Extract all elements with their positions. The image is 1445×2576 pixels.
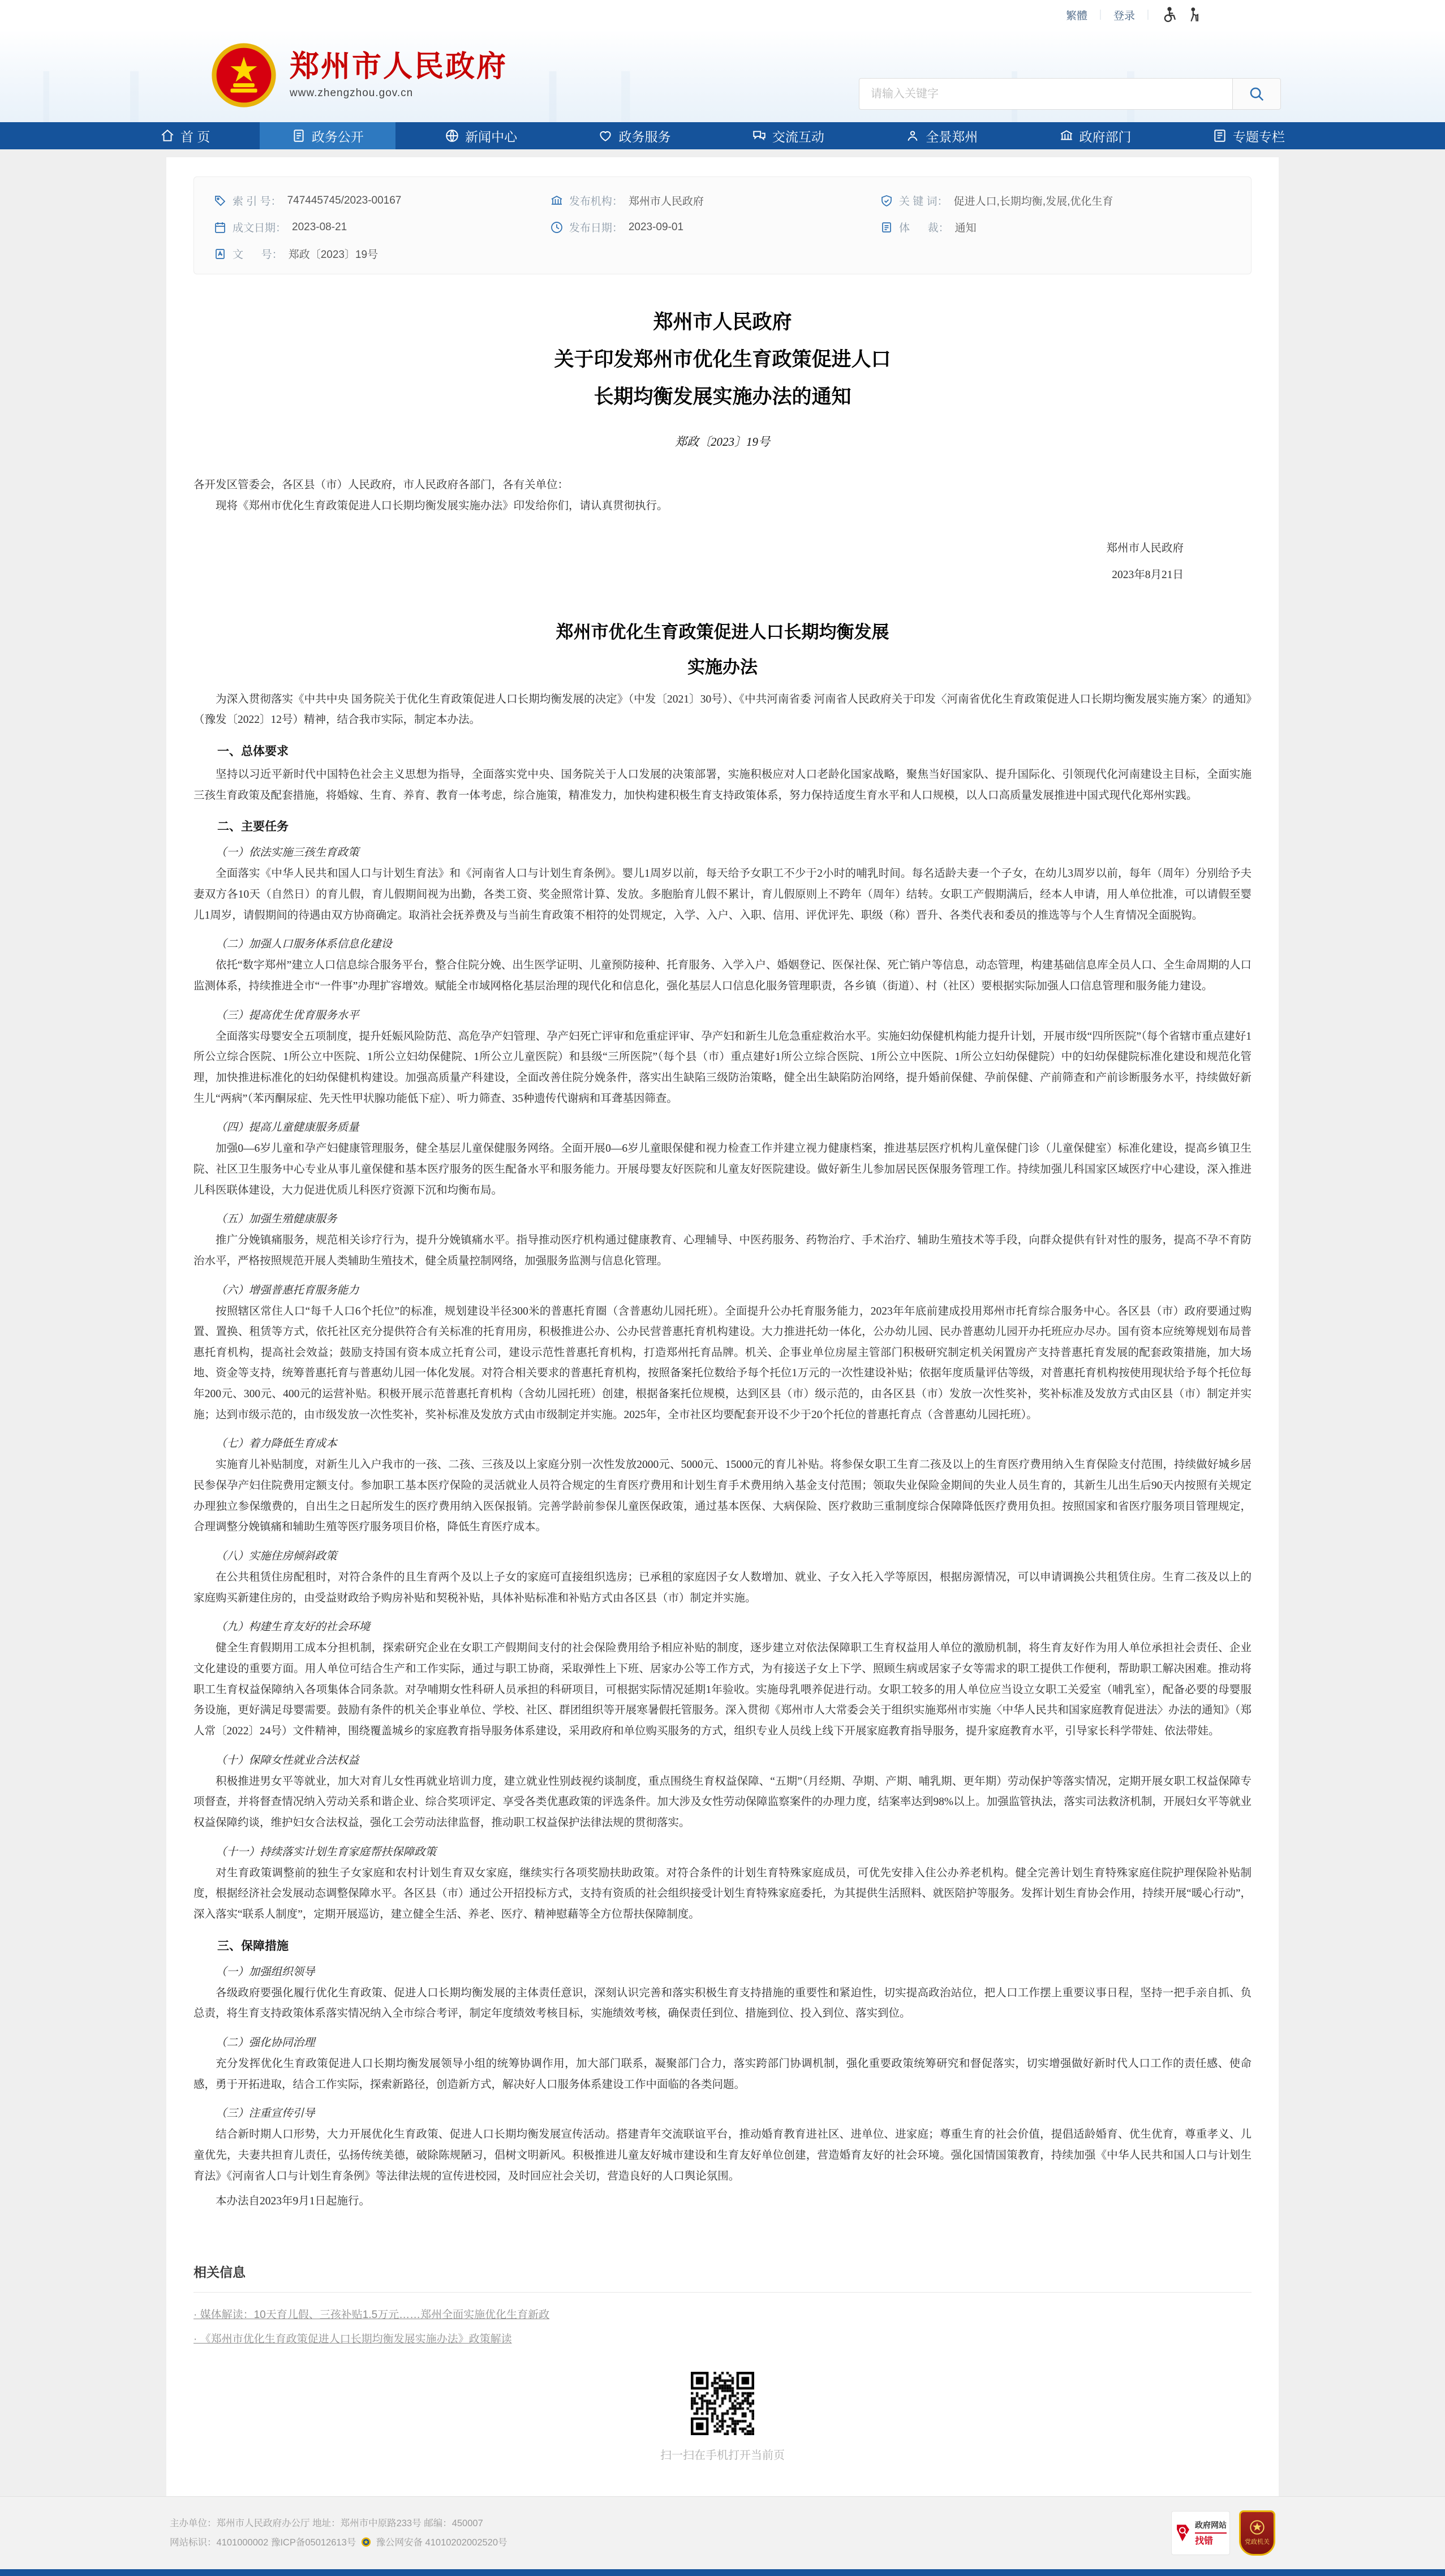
nav-item-1[interactable]: 首 页: [128, 122, 242, 149]
sheet-icon: [880, 221, 893, 234]
body-paragraph: 本办法自2023年9月1日起施行。: [216, 2195, 371, 2208]
login-link[interactable]: 登录: [1113, 10, 1135, 22]
home-icon: [160, 128, 175, 143]
meta-value: 郑州市人民政府: [628, 196, 704, 208]
divider: [193, 2292, 1252, 2293]
nav-item-4[interactable]: 政务服务: [566, 122, 702, 149]
search-button[interactable]: [1232, 78, 1281, 110]
body-paragraph: 推广分娩镇痛服务，规范相关诊疗行为，提升分娩镇痛水平。指导推动医疗机构通过健康教育、心理辅导、中医药服务、药物治疗、手术治疗、辅助生殖技术等手段，向群众提供有针对性的服务，提高不孕不育防治水平，严格按照规范开展人类辅助生殖技术，健全质量控制网络，加强服务监测与信息化管理。: [193, 1234, 1252, 1267]
nav-item-8[interactable]: 专题专栏: [1181, 122, 1317, 149]
meta-value: 通知: [954, 222, 977, 234]
meta-label: 体 裁：: [898, 222, 949, 234]
calendar-icon: [213, 221, 227, 234]
meta-label: 索 引 号：: [233, 196, 282, 208]
qr-area: [193, 2372, 1252, 2462]
search-input[interactable]: [859, 78, 1232, 110]
divider: ｜: [1095, 10, 1106, 21]
pano-icon: [905, 128, 920, 143]
meta-label: 关 键 词：: [898, 196, 948, 208]
related-link-1[interactable]: · 媒体解读：10天育儿假、三孩补贴1.5万元……郑州全面实施优化生育新政: [193, 2308, 550, 2321]
meta-field: [213, 246, 550, 261]
docnum-icon: [213, 247, 227, 261]
nav-item-7[interactable]: 政府部门: [1027, 122, 1163, 149]
main-nav: [0, 122, 1445, 149]
police-badge-icon: [361, 2535, 371, 2555]
site-logo[interactable]: [210, 42, 508, 109]
title-line: 关于印发郑州市优化生育政策促进人口: [554, 348, 891, 371]
body-paragraph: 各级政府要强化履行优化生育政策、促进人口长期均衡发展的主体责任意识，深刻认识完善和落实积极生育支持措施的重要性和紧迫性，切实提高政治站位，把人口工作摆上重要议事日程，坚持一把手亲自抓、负总责，将生育支持政策体系落实情况纳入全市综合考评，制定年度绩效考核目标，实施绩效考核，确保责任到位、措施到位、投入到位、落实到位。: [193, 1987, 1252, 2020]
body-paragraph: 按照辖区常住人口“每千人口6个托位”的标准，规划建设半径300米的普惠托育圈（含普惠幼儿园托班）。全面提升公办托育服务能力，2023年年底前建成投用郑州市托育综合服务中心。各区县（市）政府要通过购置、置换、租赁等方式，依托社区充分提供符合有关标准的托育用房，积极推进公办、公办民营普惠托育机构建设。大力推进托幼一体化，公办幼儿园、民办普惠幼儿园开办托班应办尽办。国有资本应统筹规划布局普惠托育机构，提高社会效益；鼓励支持国有资本成立托育公司，建设示范性普惠托育机构，打造郑州托育品牌。机关、企事业单位房屋主管部门积极研究制定机关闲置房产支持普惠托育发展的配套政策措施，加大场地、资金等支持，统筹普惠托育与普惠幼儿园一体化发展。对符合相关要求的普惠托育机构，按照备案托位数给予每个托位1万元的一次性建设补贴；依据年度质量评估等级，对普惠托育机构按使用现状给予每个托位每年200元、300元、400元的运营补贴。积极开展示范普惠托育机构（含幼儿园托班）创建，根据备案托位规模，达到区县（市）级示范的，由各区县（市）发放一次性奖补，奖补标准及发放方式由区县（市）制定并实施；达到市级示范的，由市级发放一次性奖补，奖补标准及发放方式由市级制定并实施。2025年，全市社区均要配套开设不少于20个托位的普惠托育点（含普惠幼儿园托班）。: [193, 1305, 1252, 1421]
sub-heading: （六）增强普惠托育服务能力: [216, 1284, 359, 1296]
body-paragraph: 全面落实母婴安全五项制度，提升妊娠风险防范、高危孕产妇管理、孕产妇死亡评审和危重症评审、孕产妇和新生儿危急重症救治水平。实施妇幼保健机构能力提升计划，开展市级“四所医院”（每个省辖市重点建好1所公立综合医院、1所公立中医院、1所公立妇幼保健院、1所公立儿童医院）和县级“三所医院”（每个县（市）重点建好1所公立综合医院、1所公立中医院、1所公立妇幼保健院）中的妇幼保健院标准化建设和规范化管理，加快推进标准化的妇幼保健机构建设。加强高质量产科建设，全面改善住院分娩条件，落实出生缺陷三级防治策略，健全出生缺陷防治网络，提升婚前保健、孕前保健、产前筛查和产前诊断服务水平，持续做好新生儿“两病”（苯丙酮尿症、先天性甲状腺功能低下症）、听力筛查、35种遗传代谢病和耳聋基因筛查。: [193, 1030, 1252, 1105]
party-gov-org-badge[interactable]: [1239, 2510, 1275, 2556]
footer-id-line: 网站标识：4101000002 豫ICP备05012613号: [170, 2538, 356, 2548]
footer-security-record: 豫公网安备 41010202002520号: [376, 2538, 508, 2548]
sub-heading: （三）注重宣传引导: [216, 2108, 315, 2120]
sub-heading: （八）实施住房倾斜政策: [216, 1550, 337, 1563]
err-badge-action: 找错: [1195, 2532, 1227, 2547]
body-paragraph: 为深入贯彻落实《中共中央 国务院关于优化生育政策促进人口长期均衡发展的决定》（中发〔2021〕30号）、《中共河南省委 河南省人民政府关于印发〈河南省优化生育政策促进人口长期均衡发展实施方案〉的通知》（豫发〔2022〕12号）精神，结合我市实际，制定本办法。: [193, 693, 1252, 726]
nav-item-2[interactable]: 政务公开: [260, 122, 395, 149]
meta-value: 郑政〔2023〕19号: [288, 249, 379, 261]
section-heading: 三、保障措施: [217, 1939, 289, 1953]
error-finder-icon: [1175, 2523, 1192, 2543]
sub-heading: （七）着力降低生育成本: [216, 1438, 337, 1450]
document-number: 郑政〔2023〕19号: [675, 435, 770, 449]
document-subtitle: [193, 615, 1252, 685]
bottom-accent-bar: [0, 2569, 1445, 2576]
sub-heading: （十一）持续落实计划生育家庭帮扶保障政策: [216, 1846, 437, 1858]
sign-date: 2023年8月21日: [1112, 568, 1184, 581]
sub-heading: （二）强化协同治理: [216, 2036, 315, 2049]
related-link-2[interactable]: · 《郑州市优化生育政策促进人口长期均衡发展实施办法》政策解读: [193, 2333, 512, 2345]
chat-icon: [752, 128, 767, 143]
meta-value: 促进人口,长期均衡,发展,优化生育: [953, 196, 1113, 208]
national-emblem-icon: [210, 42, 277, 109]
wheelchair-accessibility-icon[interactable]: [1161, 6, 1178, 23]
nav-item-3[interactable]: 新闻中心: [413, 122, 549, 149]
meta-field: [550, 193, 880, 208]
sub-heading: （五）加强生殖健康服务: [216, 1213, 337, 1226]
section-heading: 二、主要任务: [217, 820, 289, 834]
nav-item-6[interactable]: 全景郑州: [874, 122, 1009, 149]
gov-site-error-report-badge[interactable]: [1171, 2511, 1230, 2555]
title-line: 郑州市人民政府: [653, 311, 792, 333]
body-paragraph: 依托“数字郑州”建立人口信息综合服务平台，整合住院分娩、出生医学证明、儿童预防接种、托育服务、入学入户、婚姻登记、医保社保、死亡销户等信息，动态管理，构建基础信息库全员人口、全生命周期的人口监测体系，持续推进全市“一件事”办理扩容增效。赋能全市域网格化基层治理的现代化和信息化，强化基层人口信息化服务管理职责，各乡镇（街道）、村（社区）要根据实际加强人口信息管理和服务能力建设。: [193, 959, 1252, 992]
shield-badge-label: 党政机关: [1245, 2538, 1270, 2545]
site-footer: [0, 2496, 1445, 2569]
signature-block: [193, 536, 1252, 589]
meta-field: [550, 219, 880, 235]
document-body: [193, 475, 1252, 2212]
topic-icon: [1212, 128, 1227, 143]
party-emblem-icon: [1250, 2520, 1265, 2535]
meta-value: 2023-08-21: [292, 221, 347, 233]
sub-heading: （三）提高优生优育服务水平: [216, 1009, 359, 1022]
subtitle-line: 郑州市优化生育政策促进人口长期均衡发展: [556, 622, 889, 642]
content-background: [0, 149, 1445, 2496]
body-paragraph: 实施育儿补贴制度，对新生儿入户我市的一孩、二孩、三孩及以上家庭分别一次性发放2000元、5000元、15000元的育儿补贴。将参保女职工生育二孩及以上的生育医疗费用纳入生育保险支付范围，持续做好城乡居民参保孕产妇住院费用定额支付。参加职工基本医疗保险的灵活就业人员符合规定的生育医疗费用和计划生育手术费用纳入基金支付范围；领取失业保险金期间的失业人员生育的，其新生儿出生后90天内按照有关规定办理独立参保缴费的，自出生之日起所发生的医疗费用纳入医保报销。完善学龄前参保儿童医保政策，通过基本医保、大病保险、医疗救助三重制度综合保障降低医疗费用负担。按照国家和省医疗服务项目管理规定，合理调整分娩镇痛和辅助生殖等医疗服务项目价格，降低生育医疗成本。: [193, 1459, 1252, 1533]
related-info-title: 相关信息: [193, 2264, 246, 2280]
subtitle-line: 实施办法: [687, 657, 758, 677]
body-paragraph: 加强0—6岁儿童和孕产妇健康管理服务，健全基层儿童保健服务网络。全面开展0—6岁儿童眼保健和视力检查工作并建立视力健康档案，推进基层医疗机构儿童保健门诊（儿童保健室）标准化建设，提高乡镇卫生院、社区卫生服务中心专业从事儿童保健和基本医疗服务的医生配备水平和服务能力。开展母婴友好医院和儿童友好医院建设。做好新生儿参加居民医保服务管理工作。持续加强儿科国家区域医疗中心建设，深入推进儿科医联体建设，大力促进优质儿科医疗资源下沉和均衡布局。: [193, 1143, 1252, 1196]
title-line: 长期均衡发展实施办法的通知: [594, 386, 851, 408]
footer-badges: [1171, 2510, 1275, 2556]
body-paragraph: 坚持以习近平新时代中国特色社会主义思想为指导，全面落实党中央、国务院关于人口发展的决策部署，实施积极应对人口老龄化国家战略，聚焦当好国家队、提升国际化、引领现代化河南建设主目标，全面实施三孩生育政策及配套措施，将婚嫁、生育、养育、教育一体考虑，综合施策，精准发力，加快构建积极生育支持政策体系，努力保持适度生育水平和人口规模，以人口高质量发展推进中国式现代化郑州实践。: [193, 769, 1252, 802]
bank-icon: [1059, 128, 1074, 143]
meta-field: [213, 193, 550, 208]
topbar: [0, 0, 1445, 29]
shield-icon: [880, 194, 893, 208]
meta-field: [880, 219, 1232, 235]
body-paragraph: 积极推进男女平等就业，加大对育儿女性再就业培训力度，建立就业性别歧视约谈制度，重点围绕生育权益保障、“五期”（月经期、孕期、产期、哺乳期、更年期）劳动保护等落实情况，定期开展女职工权益保障专项督查，并将督查情况纳入劳动关系和谐企业、综合奖项评定、享受各类优惠政策的评选条件。加大涉及女性劳动保障监察案件的办理力度，结案率达到98%以上。加强监管执法，落实司法救济机制，开展妇女平等就业权益保障约谈，维护妇女合法权益，强化工会劳动法律监督，推动职工权益保护法律法规的贯彻落实。: [193, 1775, 1252, 1829]
body-paragraph: 健全生育假期用工成本分担机制，探索研究企业在女职工产假期间支付的社会保险费用给予相应补贴的制度，逐步建立对依法保障职工生育权益用人单位的激励机制，将生育友好作为用人单位承担社会责任、企业文化建设的重要方面。用人单位可结合生产和工作实际，通过与职工协商，采取弹性上下班、居家办公等工作方式，为有接送子女上下学、照顾生病或居家子女等需求的职工提供工作便利，帮助职工解决困难。推动将职工生育权益保障纳入各项集体合同条款。对孕哺期女性科研人员承担的科研项目，可根据实际情况延期1年验收。实施母乳喂养促进行动。女职工较多的用人单位应当设立女职工关爱室（哺乳室），配备必要的母婴服务设施，更好满足母婴需要。鼓励有条件的机关企事业单位、学校、社区、群团组织等开展寒暑假托管服务。深入贯彻《郑州市人大常委会关于组织实施郑州市实施〈中华人民共和国家庭教育促进法〉办法的通知》（郑人常〔2022〕24号）文件精神，围绕覆盖城乡的家庭教育指导服务体系建设，采用政府和单位购买服务的方式，组织专业人员线上线下开展家庭教育指导服务，提升家庭教育水平，引导家长科学带娃、依法带娃。: [193, 1642, 1252, 1737]
signer: 郑州市人民政府: [1106, 542, 1184, 555]
doc-icon: [291, 128, 306, 143]
qr-caption: 扫一扫在手机打开当前页: [660, 2449, 785, 2462]
divider: ｜: [1143, 10, 1153, 21]
body-paragraph: 全面落实《中华人民共和国人口与计划生育法》和《河南省人口与计划生育条例》。婴儿1周岁以前，每天给予女职工不少于2小时的哺乳时间。每名适龄夫妻一个子女，在幼儿3周岁以前，每年（周年）分别给予夫妻双方各10天（自然日）的育儿假，育儿假期间视为出勤，各类工资、奖金照常计算、发放。多胞胎育儿假不累计，育儿假原则上不跨年（周年）结转。女职工产假期满后，经本人申请，用人单位批准，可以请假至婴儿1周岁，请假期间的待遇由双方协商确定。取消社会抚养费及与当前生育政策不相符的处罚规定，入学、入户、入职、信用、评优评先、职级（称）晋升、各类代表和委员的推选等与个人生育情况全面脱钩。: [193, 868, 1252, 921]
sub-heading: （十）保障女性就业合法权益: [216, 1754, 359, 1767]
news-icon: [445, 128, 459, 143]
footer-host-line: 主办单位：郑州市人民政府办公厅 地址：郑州市中原路233号 邮编：450007: [170, 2518, 483, 2528]
body-paragraph: 充分发挥优化生育政策促进人口长期均衡发展领导小组的统筹协调作用，加大部门联系，凝聚部门合力，落实跨部门协调机制，强化重要政策统筹研究和督促落实，切实增强做好新时代人口工作的责任感、使命感，勇于开拓进取，结合工作实际，探索新路径，创造新方式，解决好人口服务体系建设工作中面临的各类问题。: [193, 2057, 1252, 2091]
search-bar: [859, 78, 1281, 110]
sub-heading: （四）提高儿童健康服务质量: [216, 1122, 359, 1134]
err-badge-title: 政府网站: [1195, 2520, 1227, 2530]
salutation: 各开发区管委会，各区县（市）人民政府，市人民政府各部门，各有关单位：: [193, 479, 569, 491]
document-card: [166, 157, 1279, 2496]
sub-heading: （一）依法实施三孩生育政策: [216, 847, 359, 859]
meta-value: 747445745/2023-00167: [287, 194, 402, 206]
document-meta-box: [193, 176, 1252, 274]
heart-icon: [598, 128, 613, 143]
elderly-mode-icon[interactable]: [1186, 6, 1202, 23]
traditional-chinese-link[interactable]: 繁體: [1065, 10, 1087, 22]
site-header: [0, 29, 1445, 122]
meta-label: 文 号：: [233, 249, 283, 261]
meta-label: 发布日期：: [569, 222, 623, 234]
tag-icon: [213, 194, 227, 208]
meta-label: 成文日期：: [233, 222, 287, 234]
nav-item-5[interactable]: 交流互动: [720, 122, 856, 149]
section-heading: 一、总体要求: [217, 745, 289, 758]
sub-heading: （一）加强组织领导: [216, 1966, 315, 1978]
clock-icon: [550, 221, 564, 234]
search-icon: [1248, 85, 1265, 102]
meta-field: [213, 219, 550, 235]
sub-heading: （九）构建生育友好的社会环境: [216, 1621, 371, 1634]
body-paragraph: 在公共租赁住房配租时，对符合条件的且生育两个及以上子女的家庭可直接组织选房；已承租的家庭因子女人数增加、就业、子女入托入学等原因，根据房源情况，可以申请调换公共租赁住房。生育二孩及以上的家庭购买新建住房的，由受益财政给予购房补贴和契税补贴，具体补贴标准和补贴方式由各区县（市）制定并实施。: [193, 1571, 1252, 1604]
intro-paragraph: 现将《郑州市优化生育政策促进人口长期均衡发展实施办法》印发给你们，请认真贯彻执行。: [216, 500, 668, 512]
meta-label: 发布机构：: [569, 196, 623, 208]
site-url: www.zhengzhou.gov.cn: [290, 87, 414, 99]
related-info-section: [193, 2262, 1252, 2346]
meta-field: [880, 193, 1232, 208]
body-paragraph: 对生育政策调整前的独生子女家庭和农村计划生育双女家庭，继续实行各项奖励扶助政策。对符合条件的计划生育特殊家庭成员，可优先安排入住公办养老机构。健全完善计划生育特殊家庭住院护理保险补贴制度，根据经济社会发展动态调整保障水平。各区县（市）通过公开招投标方式，支持有资质的社会组织接受计划生育特殊家庭委托，为其提供生活照料、就医陪护等服务。发挥计划生育协会作用，持续开展“暖心行动”，深入落实“联系人制度”，定期开展巡访，建立健全生活、养老、医疗、精神慰藉等全方位帮扶保障制度。: [193, 1867, 1252, 1920]
body-paragraph: 结合新时期人口形势，大力开展优化生育政策、促进人口长期均衡发展宣传活动。搭建青年交流联谊平台，推动婚育教育进社区、进单位、进家庭；尊重生育的社会价值，提倡适龄婚育、优生优育，尊重孝义、儿童优先，夫妻共担育儿责任，弘扬传统美德，破除陈规陋习，倡树文明新风。积极推进儿童友好城市建设和生育友好单位创建，营造婚育友好的社会环境。强化国情国策教育，持续加强《中华人民共和国人口与计划生育法》《河南省人口与计划生育条例》等法律法规的宣传进校园，及时回应社会关切，营造良好的人口舆论氛围。: [193, 2129, 1252, 2182]
qr-code: [691, 2372, 754, 2435]
sub-heading: （二）加强人口服务体系信息化建设: [216, 938, 393, 951]
document-title: [193, 304, 1252, 416]
bank-icon: [550, 194, 564, 208]
site-name: 郑州市人民政府: [290, 51, 508, 84]
meta-value: 2023-09-01: [628, 221, 684, 233]
